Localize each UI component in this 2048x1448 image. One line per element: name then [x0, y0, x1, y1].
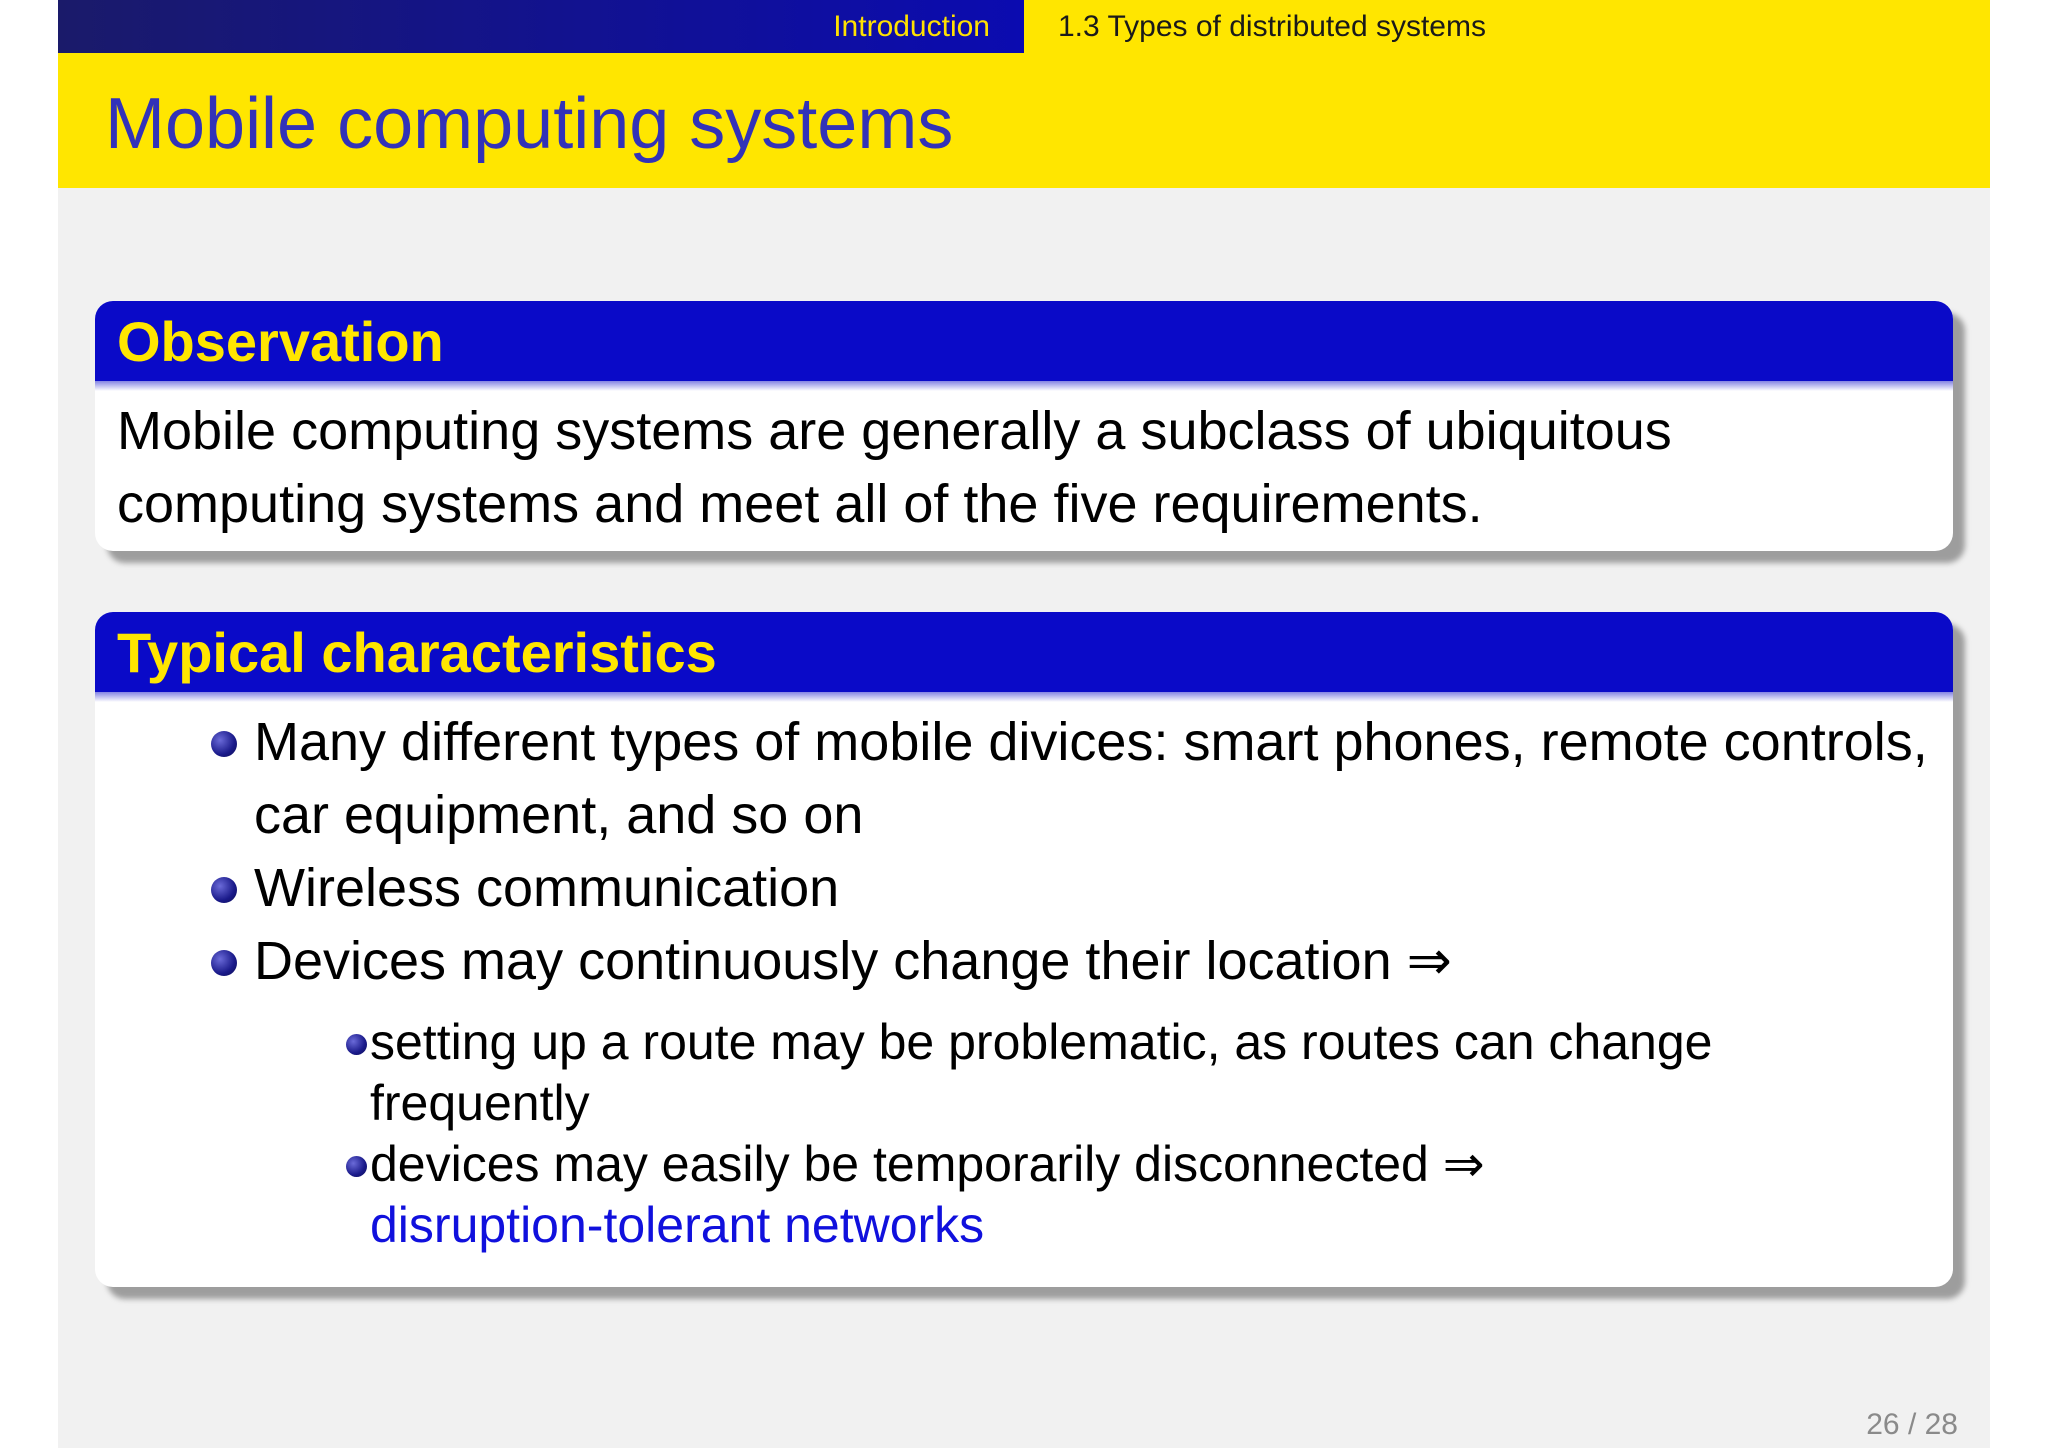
navigation-bar	[58, 0, 1990, 53]
sublist-item-text: setting up a route may be problematic, as routes can change frequently	[370, 1014, 1713, 1131]
sublist-item-text: devices may easily be temporarily disconnected ⇒	[370, 1136, 1485, 1192]
nav-subsection-link[interactable]	[1024, 0, 1990, 53]
sub-bullet-icon	[346, 1156, 367, 1177]
list-item-text: Wireless communication	[254, 858, 840, 918]
sublist-item	[254, 1012, 1931, 1134]
list-item	[117, 852, 1931, 925]
frame-title: Mobile computing systems	[105, 84, 954, 164]
bullet-icon	[211, 877, 237, 903]
page-number: 26 / 28	[1866, 1408, 1958, 1441]
characteristics-block-body	[95, 692, 1953, 1272]
nav-section-link[interactable]	[58, 0, 1024, 53]
observation-block	[95, 301, 1953, 551]
location-sublist	[254, 1012, 1931, 1256]
observation-block-title: Observation	[95, 301, 1953, 381]
characteristics-list	[117, 706, 1931, 1256]
list-item-text: Devices may continuously change their location ⇒	[254, 931, 1452, 991]
nav-subsection-label: 1.3 Types of distributed systems	[1058, 9, 1486, 43]
title-bar	[58, 53, 1990, 188]
bullet-icon	[211, 950, 237, 976]
characteristics-block	[95, 612, 1953, 1287]
characteristics-block-title: Typical characteristics	[95, 612, 1953, 692]
bullet-icon	[211, 731, 237, 757]
sub-bullet-icon	[346, 1034, 367, 1055]
slide	[58, 0, 1990, 1448]
list-item-text: Many different types of mobile divices: smart phones, remote controls, car equipment, and so on	[254, 712, 1928, 845]
list-item	[117, 925, 1931, 1256]
nav-section-label: Introduction	[833, 9, 990, 43]
observation-block-body: Mobile computing systems are generally a subclass of ubiquitous computing systems and meet all of the five requirements.	[117, 401, 1672, 534]
sublist-item	[254, 1134, 1931, 1256]
list-item	[117, 706, 1931, 852]
disruption-tolerant-networks-link[interactable]: disruption-tolerant networks	[370, 1197, 985, 1253]
